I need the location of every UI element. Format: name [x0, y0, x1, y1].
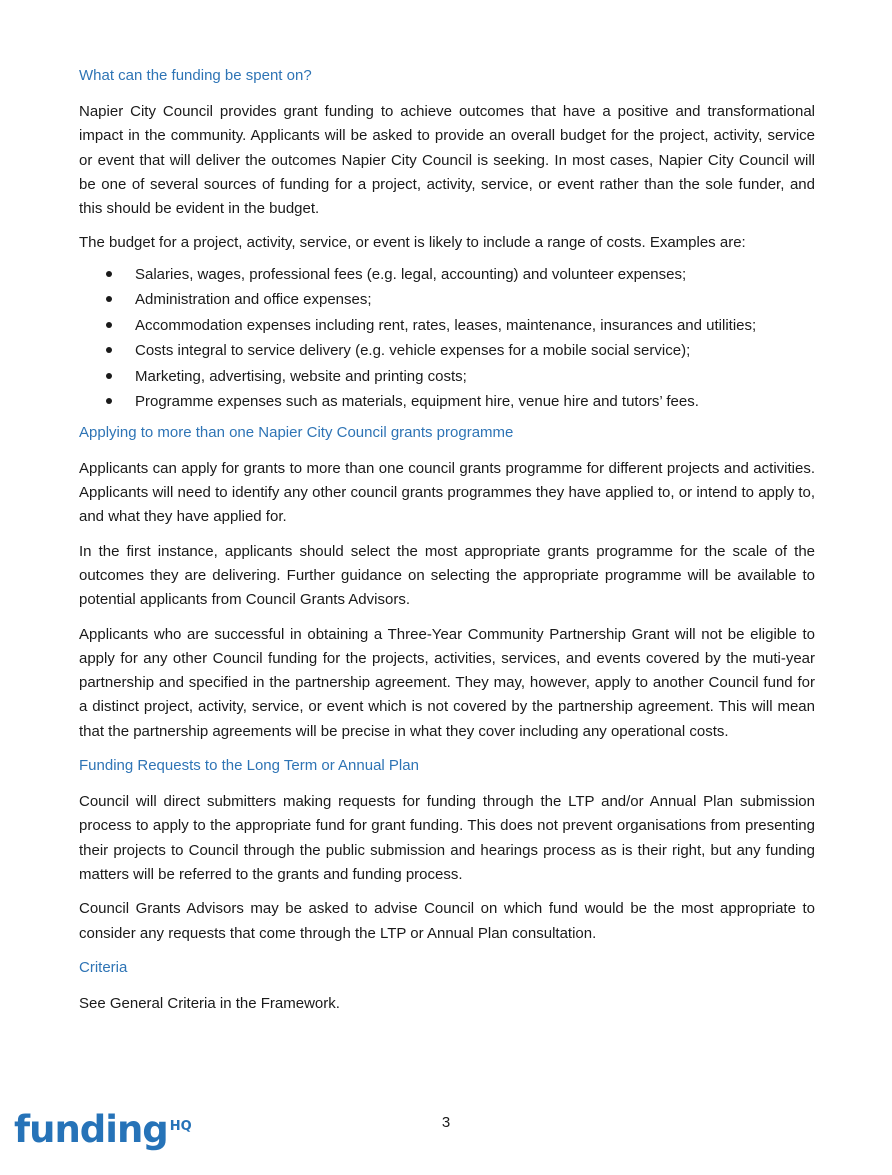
paragraph: Applicants can apply for grants to more than one council grants programme for different projects and activities. Applicants will need to identify any other council grants programmes they have applied to, or intend to apply to, and what they have applied for. — [79, 459, 815, 526]
section-heading: Criteria — [79, 958, 128, 976]
bullet-list — [79, 262, 815, 415]
list-item: Salaries, wages, professional fees (e.g. legal, accounting) and volunteer expenses; — [79, 262, 815, 288]
logo-text: funding — [14, 1108, 168, 1151]
page-number: 3 — [441, 1114, 451, 1131]
list-item: Accommodation expenses including rent, rates, leases, maintenance, insurances and utilities; — [79, 313, 815, 339]
list-item: Marketing, advertising, website and printing costs; — [79, 364, 815, 390]
list-item: Administration and office expenses; — [79, 287, 815, 313]
paragraph: Napier City Council provides grant funding to achieve outcomes that have a positive and transformational impact in the community. Applicants will be asked to provide an overall budget for the project, activity, service or event that will deliver the outcomes Napier City Council is seeking. In most cases, Napier City Council will be one of several sources of funding for a project, activity, service, or event rather than the sole funder, and this should be evident in the budget. — [79, 103, 815, 218]
section-heading: What can the funding be spent on? — [79, 67, 312, 84]
section-heading: Applying to more than one Napier City Council grants programme — [79, 423, 514, 441]
list-item: Programme expenses such as materials, equipment hire, venue hire and tutors’ fees. — [79, 389, 815, 415]
paragraph: The budget for a project, activity, service, or event is likely to include a range of costs. Examples are: — [79, 234, 746, 252]
logo-superscript: HQ — [169, 1119, 192, 1134]
paragraph: Council Grants Advisors may be asked to advise Council on which fund would be the most appropriate to consider any requests that come through the LTP or Annual Plan consultation. — [79, 900, 815, 942]
list-item: Costs integral to service delivery (e.g. vehicle expenses for a mobile social service); — [79, 338, 815, 364]
paragraph: Applicants who are successful in obtaining a Three-Year Community Partnership Grant will not be eligible to apply for any other Council funding for the projects, activities, services, and events covered by the muti-year partnership and specified in the partnership agreement. They may, however, apply to another Council fund for a distinct project, activity, service, or event which is not covered by the partnership agreement. This will mean that the partnership agreements will be precise in what they cover including any operational costs. — [79, 625, 815, 740]
paragraph: See General Criteria in the Framework. — [79, 994, 340, 1012]
document-page — [79, 64, 815, 1026]
section-heading: Funding Requests to the Long Term or Annual Plan — [79, 757, 419, 775]
paragraph: In the first instance, applicants should select the most appropriate grants programme for the scale of the outcomes they are delivering. Further guidance on selecting the appropriate programme will be available to potential applicants from Council Grants Advisors. — [79, 542, 815, 609]
paragraph: Council will direct submitters making requests for funding through the LTP and/or Annual Plan submission process to apply to the appropriate fund for grant funding. This does not prevent organisations from presenting their projects to Council through the public submission and hearings process as is their right, but any funding matters will be referred to the grants and funding process. — [79, 793, 815, 883]
